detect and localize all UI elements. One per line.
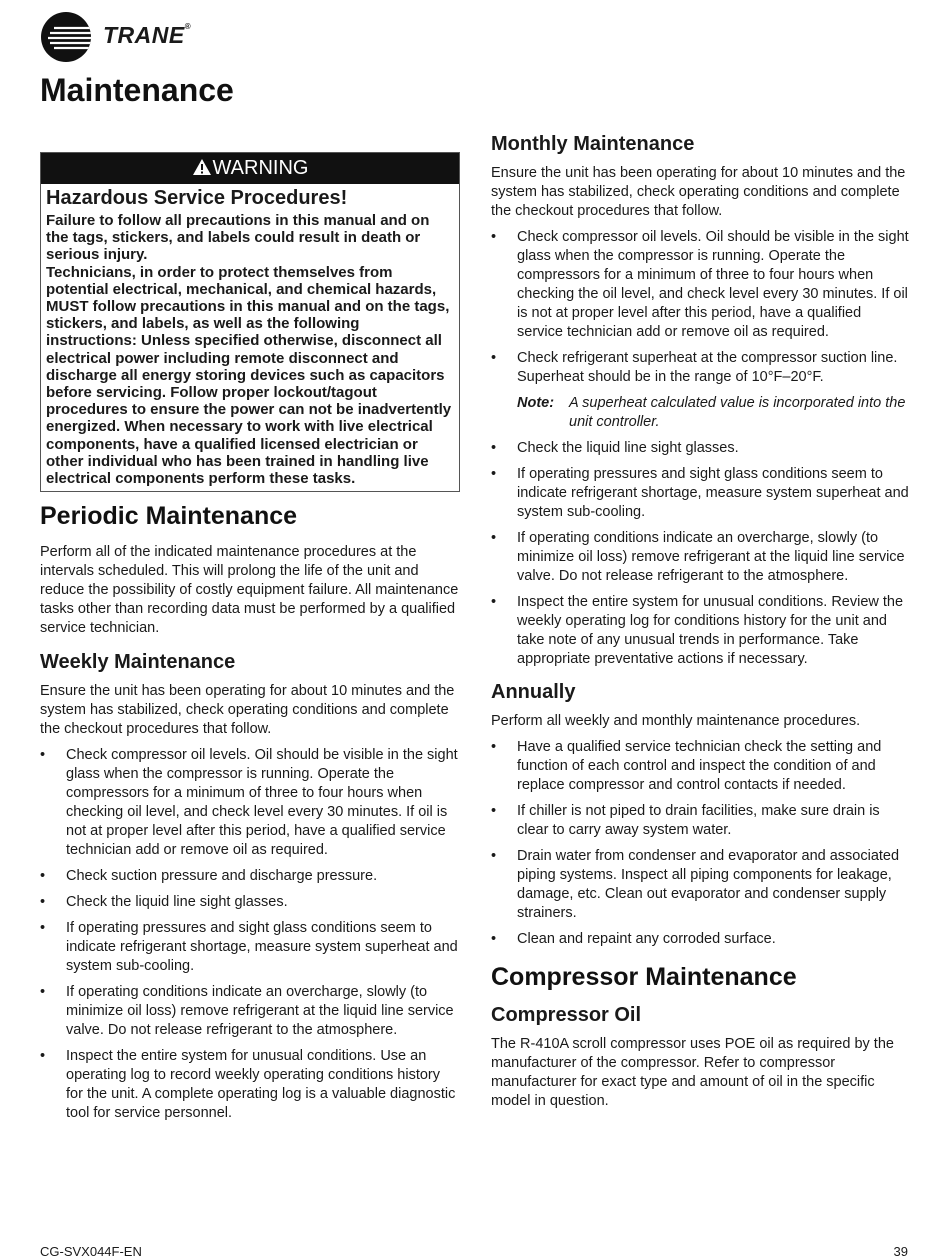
bullet: •	[491, 440, 497, 456]
warning-title: Hazardous Service Procedures!	[46, 187, 348, 209]
bullet: •	[491, 931, 497, 947]
note-text: A superheat calculated value is incorporated into the unit controller.	[569, 395, 906, 430]
document-id: CG-SVX044F-EN	[40, 1244, 142, 1259]
weekly-maintenance-heading: Weekly Maintenance	[40, 651, 236, 674]
list-item: • Check the liquid line sight glasses.	[40, 894, 288, 911]
bullet: •	[40, 747, 46, 764]
list-item: • If chiller is not piped to drain facilities, make sure drain is clear to carry away system water.	[491, 803, 880, 838]
list-item: • Have a qualified service technician check the setting and function of each control and inspect the condition of and replace compressor and control contacts if needed.	[491, 739, 882, 793]
list-item: • Check refrigerant superheat at the compressor suction line. Superheat should be in the range of 10°F–20°F.	[491, 350, 898, 385]
bullet: •	[40, 984, 46, 1001]
bullet: •	[40, 894, 46, 911]
monthly-list-continued	[491, 439, 911, 669]
warning-paragraph: Failure to follow all precautions in this manual and on the tags, stickers, and labels could result in death or serious injury.	[46, 212, 430, 264]
list-item: • If operating pressures and sight glass conditions seem to indicate refrigerant shortage, measure system superheat and system sub-cooling.	[491, 466, 909, 520]
list-item: • If operating conditions indicate an overcharge, slowly (to minimize oil loss) remove refrigerant at the liquid line service valve. Do not release refrigerant to the atmosphere.	[40, 984, 454, 1039]
bullet: •	[491, 350, 497, 366]
list-item: • Check compressor oil levels. Oil should be visible in the sight glass when the compressor is running. Operate the compressors for a minimum of three to four hours when checking oil level, and check level every 30 minutes. If oil is not at proper level after this period, have a qualified service technician add or remove oil as required.	[40, 747, 458, 859]
list-item: • Check compressor oil levels. Oil should be visible in the sight glass when the compressor is running. Operate the compressors for a minimum of three to four hours when checking the oil level, and check level every 30 minutes. If oil is not at proper level after this period, have a qualified service technician add or remove oil as required.	[491, 229, 909, 340]
bullet: •	[491, 803, 497, 819]
annually-list	[491, 738, 911, 949]
warning-triangle-icon	[192, 158, 212, 176]
list-item: • Clean and repaint any corroded surface.	[491, 931, 776, 947]
monthly-list	[491, 228, 911, 387]
list-item: • Check the liquid line sight glasses.	[491, 440, 739, 456]
warning-header	[41, 153, 459, 184]
compressor-maintenance-heading: Compressor Maintenance	[491, 963, 797, 991]
compressor-oil-heading: Compressor Oil	[491, 1004, 642, 1026]
periodic-intro: Perform all of the indicated maintenance procedures at the intervals scheduled. This will prolong the life of the unit and reduce the possibility of costly equipment failure. All maintenance tasks other than recording data must be performed by a qualified service technician.	[40, 544, 459, 637]
bullet: •	[40, 1048, 46, 1065]
bullet: •	[491, 466, 497, 482]
annually-heading: Annually	[491, 681, 576, 703]
bullet: •	[491, 739, 497, 755]
bullet: •	[491, 530, 497, 546]
periodic-maintenance-heading: Periodic Maintenance	[40, 502, 298, 531]
bullet: •	[491, 594, 497, 610]
weekly-intro: Ensure the unit has been operating for about 10 minutes and the system has stabilized, check operating conditions and complete the checkout procedures that follow.	[40, 683, 455, 738]
page-number: 39	[893, 1244, 908, 1259]
superheat-note	[491, 394, 911, 432]
monthly-maintenance-heading: Monthly Maintenance	[491, 133, 695, 155]
warning-label: WARNING	[212, 157, 309, 179]
bullet: •	[491, 848, 497, 864]
compressor-oil-text: The R-410A scroll compressor uses POE oil as required by the manufacturer of the compressor. Refer to compressor manufacturer for exact type and amount of oil in the specific model in question.	[491, 1036, 894, 1109]
list-item: • Inspect the entire system for unusual conditions. Use an operating log to record weekly operating conditions history for the unit. A complete operating log is a valuable diagnostic tool for service personnel.	[40, 1048, 456, 1122]
bullet: •	[40, 920, 46, 937]
bullet: •	[491, 229, 497, 245]
annually-intro: Perform all weekly and monthly maintenance procedures.	[491, 713, 861, 729]
weekly-list	[40, 746, 460, 1123]
brand-name: TRANE®	[103, 22, 192, 48]
trane-logo	[40, 11, 200, 65]
monthly-intro: Ensure the unit has been operating for about 10 minutes and the system has stabilized, check operating conditions and complete the checkout procedures that follow.	[491, 165, 906, 219]
note-label: Note:	[517, 395, 555, 411]
list-item: • Inspect the entire system for unusual conditions. Review the weekly operating log for conditions history for the unit and take note of any unusual trends in performance. Take appropriate preventative actions if necessary.	[491, 594, 904, 667]
left-column	[40, 152, 460, 1131]
page-title: Maintenance	[40, 72, 234, 108]
warning-box	[40, 152, 460, 492]
trane-logo-icon	[40, 11, 92, 63]
warning-body	[41, 212, 459, 491]
list-item: • Check suction pressure and discharge pressure.	[40, 868, 378, 885]
warning-paragraph: Technicians, in order to protect themselves from potential electrical, mechanical, and chemical hazards, MUST follow precautions in this manual and on the tags, stickers, and labels, as well as the following instructions: Unless specified otherwise, disconnect all electrical power including remote disconnect and discharge all energy storing devices such as capacitors before servicing. Follow proper lockout/tagout procedures to ensure the power can not be inadvertently energized. When necessary to work with live electrical components, have a qualified licensed electrician or other individual who has been trained in handling live electrical components perform these tasks.	[46, 263, 452, 488]
list-item: • Drain water from condenser and evaporator and associated piping systems. Inspect all piping components for leakage, damage, etc. Clean out evaporator and condenser supply strainers.	[491, 848, 900, 921]
right-column	[491, 133, 911, 1118]
bullet: •	[40, 868, 46, 885]
list-item: • If operating conditions indicate an overcharge, slowly (to minimize oil loss) remove refrigerant at the liquid line service valve. Do not release refrigerant to the atmosphere.	[491, 530, 905, 584]
list-item: • If operating pressures and sight glass conditions seem to indicate refrigerant shortage, measure system superheat and system sub-cooling.	[40, 920, 458, 975]
